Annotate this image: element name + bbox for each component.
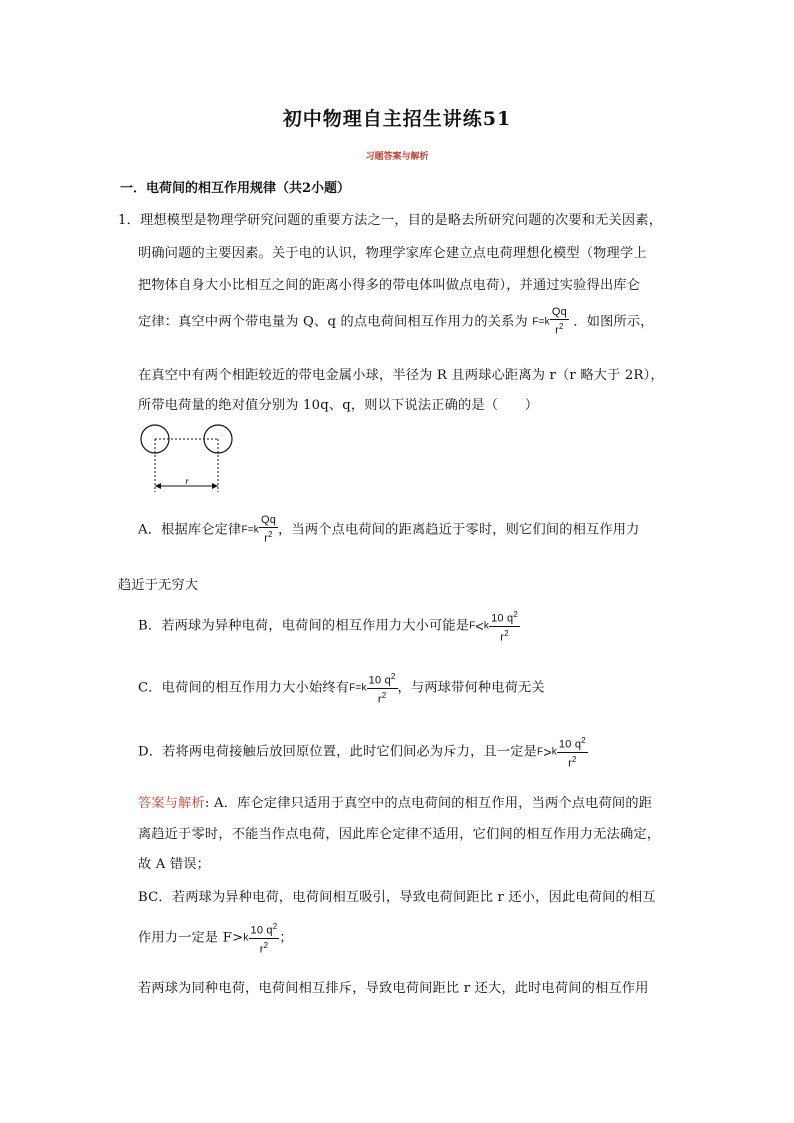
answer-label: 答案与解析: [138, 796, 205, 811]
answer-line-6: 若两球为同种电荷，电荷间相互排斥，导致电荷间距比 r 还大，此时电荷间的相互作用: [138, 981, 649, 996]
option-d: D．若将两电荷接触后放回原位置，此时它们间必为斥力，且一定是F>k $\frac{10 q^2}{r^2}$: [138, 736, 586, 770]
option-c-fraction: $\frac{10 q^2}{r^2}$: [368, 672, 396, 706]
two-spheres-diagram: [138, 420, 238, 498]
arrow-head-right: [212, 483, 218, 489]
section-heading: 一．电荷间的相互作用规律（共2小题）: [120, 181, 351, 196]
question-line-4: 定律：真空中两个带电量为 Q、q 的点电荷间相互作用力的关系为 F=k $\frac{Qq}{r^2}$ ．如图所示，: [138, 306, 654, 337]
page-title: 初中物理自主招生讲练51: [282, 108, 512, 130]
option-a-fraction: $\frac{Qq}{r^2}$: [261, 514, 277, 545]
answer-line-1: 答案与解析: A．库仑定律只适用于真空中的点电荷间的相互作用，当两个点电荷间的距: [138, 796, 653, 811]
question-line-1: 1．理想模型是物理学研究问题的重要方法之一，目的是略去所研究问题的次要和无关因素，: [118, 213, 663, 228]
question-line-2: 明确问题的主要因素。关于电的认识，物理学家库仑建立点电荷理想化模型（物理学上: [138, 246, 647, 261]
answer-line-2: 离趋近于零时，不能当作点电荷，因此库仑定律不适用，它们间的相互作用力无法确定，: [138, 827, 661, 842]
option-a: A．根据库仑定律F=k $\frac{Qq}{r^2}$ ，当两个点电荷间的距离趋近于零时，则它们间的相互作用力: [138, 514, 640, 545]
answer-line-3: 故 A 错误；: [138, 857, 211, 872]
question-line-5: 在真空中有两个相距较近的带电金属小球，半径为 R 且两球心距离为 r（r 略大于 2R），: [138, 368, 664, 383]
answer-line-4: BC．若两球为异种电荷，电荷间相互吸引，导致电荷间距比 r 还小，因此电荷间的相互: [138, 890, 656, 905]
distance-label: r: [185, 476, 189, 486]
option-a-continued: 趋近于无穷大: [118, 578, 199, 593]
answer-line-5: 作用力一定是 F>k $\frac{10 q^2}{r^2}$ ；: [138, 922, 293, 956]
formula-coulomb-prefix: F=k: [532, 316, 550, 328]
option-b: B．若两球为异种电荷，电荷间的相互作用力大小可能是F<k $\frac{10 q^2}{r^2}$: [138, 610, 518, 644]
question-line-3: 把物体自身大小比相互之间的距离小得多的带电体叫做点电荷），并通过实验得出库仑: [138, 278, 641, 293]
option-d-fraction: $\frac{10 q^2}{r^2}$: [558, 736, 586, 770]
arrow-head-left: [155, 483, 161, 489]
question-line-6: 所带电荷量的绝对值分别为 10q、q，则以下说法正确的是（ ）: [138, 398, 539, 413]
option-b-fraction: $\frac{10 q^2}{r^2}$: [491, 610, 518, 644]
formula-coulomb-fraction: $\frac{Qq}{r^2}$: [551, 306, 567, 337]
question-number: 1．: [118, 213, 140, 228]
answer-fraction: $\frac{10 q^2}{r^2}$: [250, 922, 278, 956]
page-subtitle: 习题答案与解析: [365, 152, 429, 162]
option-c: C．电荷间的相互作用力大小始终有F=k $\frac{10 q^2}{r^2}$ ，与两球带何种电荷无关: [138, 672, 545, 706]
